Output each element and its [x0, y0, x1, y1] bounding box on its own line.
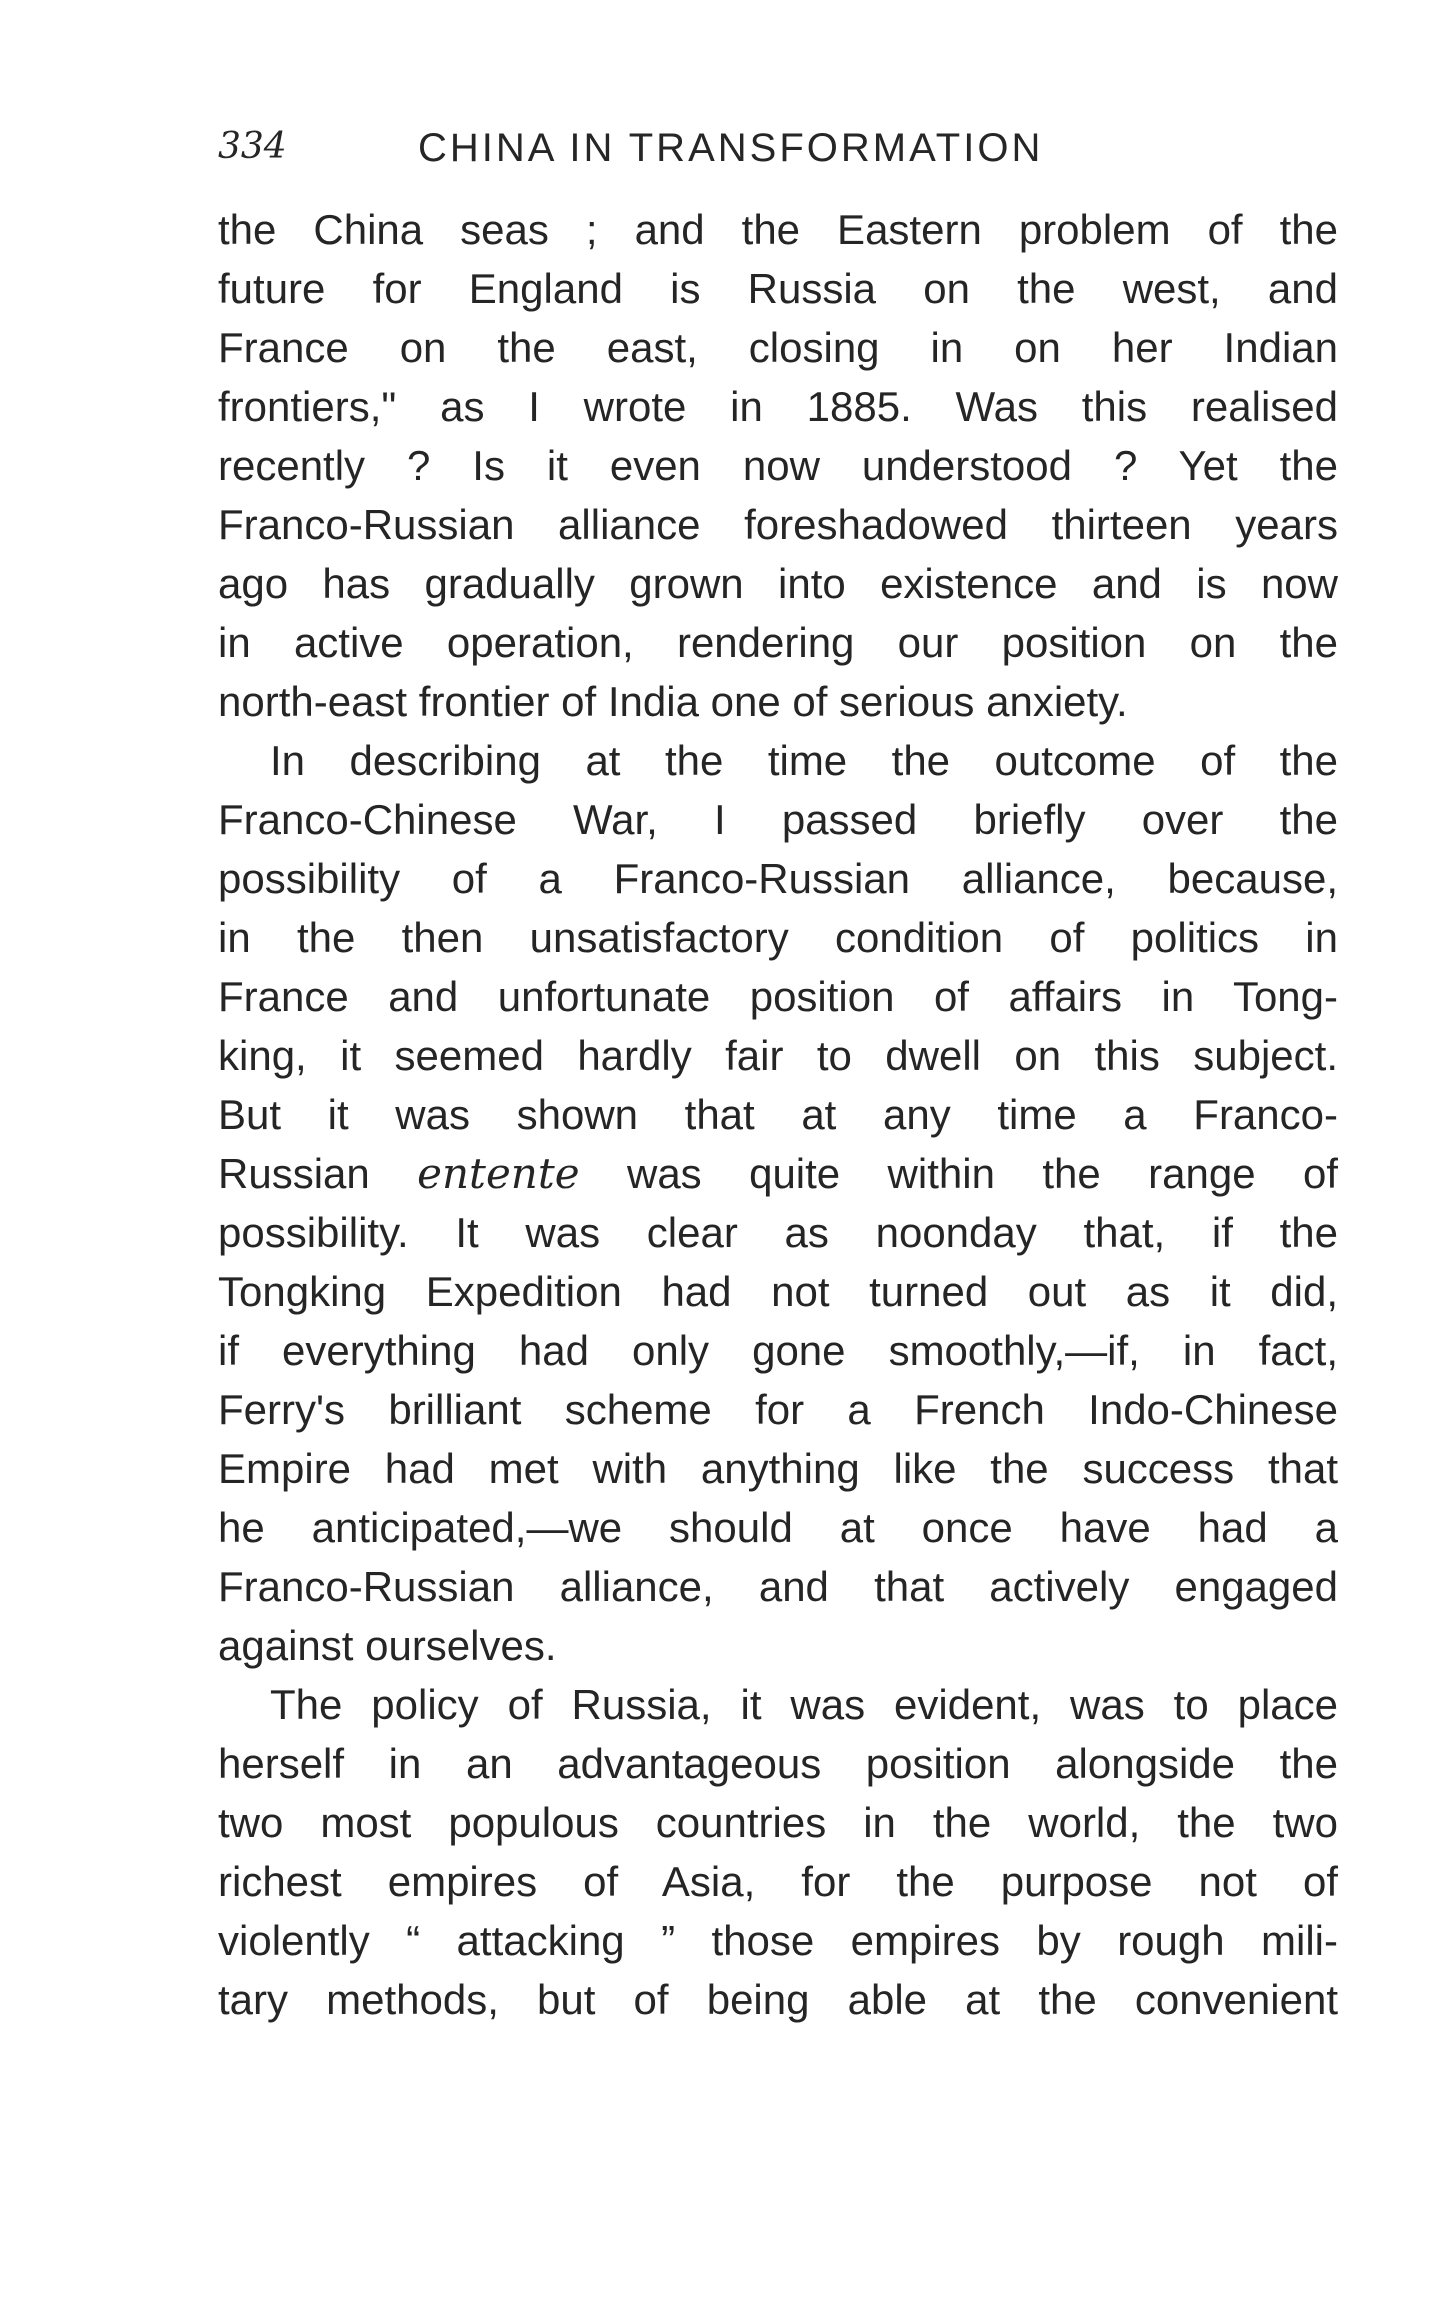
- text-line: Franco-Russian alliance foreshadowed thirteen years: [218, 501, 1338, 548]
- text-line: he anticipated,—we should at once have had a: [218, 1504, 1338, 1551]
- text-line: in active operation, rendering our position on the: [218, 619, 1338, 666]
- text-fragment: was quite within the range of: [626, 1150, 1338, 1197]
- text-line: king, it seemed hardly fair to dwell on this subject.: [218, 1032, 1338, 1079]
- text-line: But it was shown that at any time a Franco-: [218, 1091, 1338, 1138]
- text-line: Ferry's brilliant scheme for a French Indo-Chinese: [218, 1386, 1338, 1433]
- body-text: [218, 200, 1338, 2029]
- text-line: France and unfortunate position of affairs in Tong-: [218, 973, 1338, 1020]
- text-line: richest empires of Asia, for the purpose not of: [218, 1858, 1338, 1905]
- text-line: frontiers," as I wrote in 1885. Was this realised: [218, 383, 1338, 430]
- text-line: possibility. It was clear as noonday that, if the: [218, 1209, 1338, 1256]
- running-head: [218, 126, 1338, 186]
- page-number: 334: [218, 126, 287, 167]
- text-line: Empire had met with anything like the success that: [218, 1445, 1338, 1492]
- text-line: if everything had only gone smoothly,—if, in fact,: [218, 1327, 1338, 1374]
- italic-term: entente: [417, 1149, 580, 1198]
- text-line: The policy of Russia, it was evident, was to place: [270, 1681, 1338, 1728]
- text-line: ago has gradually grown into existence and is now: [218, 560, 1338, 607]
- text-line: herself in an advantageous position alongside the: [218, 1740, 1338, 1787]
- text-line: two most populous countries in the world, the two: [218, 1799, 1338, 1846]
- text-line: In describing at the time the outcome of the: [270, 737, 1338, 784]
- text-line: in the then unsatisfactory condition of politics in: [218, 914, 1338, 961]
- text-line: France on the east, closing in on her Indian: [218, 324, 1338, 371]
- text-line: Franco-Russian alliance, and that actively engaged: [218, 1563, 1338, 1610]
- text-line: violently “ attacking ” those empires by rough mili-: [218, 1917, 1338, 1964]
- text-line: the China seas ; and the Eastern problem of the: [218, 206, 1338, 253]
- text-line: north-east frontier of India one of serious anxiety.: [218, 678, 1128, 725]
- running-title: CHINA IN TRANSFORMATION: [418, 126, 1044, 170]
- text-line-with-italic: [218, 1144, 1338, 1203]
- text-line: recently ? Is it even now understood ? Yet the: [218, 442, 1338, 489]
- text-line: Franco-Chinese War, I passed briefly over the: [218, 796, 1338, 843]
- text-line: future for England is Russia on the west, and: [218, 265, 1338, 312]
- text-line: Tongking Expedition had not turned out as it did,: [218, 1268, 1338, 1315]
- text-line: tary methods, but of being able at the convenient: [218, 1976, 1338, 2023]
- text-line: possibility of a Franco-Russian alliance, because,: [218, 855, 1338, 902]
- text-fragment: Russian: [218, 1150, 370, 1197]
- text-line: against ourselves.: [218, 1622, 557, 1669]
